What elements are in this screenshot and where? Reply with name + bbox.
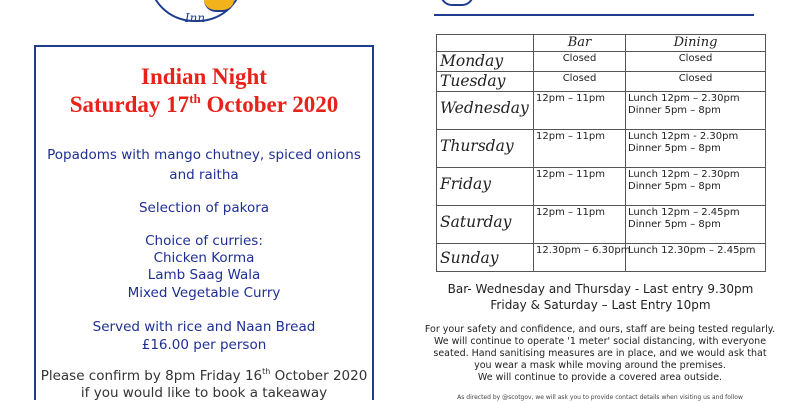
menu-curry-item: Lamb Saag Wala (147, 267, 261, 283)
safety-notice-line: We will continue to operate '1 meter' social distancing, with everyone (433, 336, 767, 347)
menu-price: £16.00 per person (141, 337, 267, 353)
last-entry-weekend: Friday & Saturday – Last Entry 10pm (490, 298, 711, 312)
safety-notice-line: seated. Hand sanitising measures are in place, and we would ask that (433, 348, 767, 359)
divider (34, 45, 374, 47)
dining-hours-cell: Lunch 12pm - 2.30pm Dinner 5pm – 8pm (626, 130, 766, 168)
day-cell: Tuesday (437, 72, 534, 92)
divider (434, 14, 754, 16)
table-row (437, 92, 766, 130)
opening-hours-table (436, 34, 766, 272)
menu-curry-item: Mixed Vegetable Curry (127, 285, 281, 301)
bar-hours-cell: 12pm – 11pm (534, 206, 626, 244)
dining-hours-cell: Lunch 12pm – 2.45pm Dinner 5pm – 8pm (626, 206, 766, 244)
safety-notice-line: For your safety and confidence, and ours, staff are being tested regularly. (424, 324, 776, 335)
table-row (437, 206, 766, 244)
dining-hours-cell: Closed (626, 72, 766, 92)
booking-deadline: Please confirm by 8pm Friday 16th October 2020 (40, 367, 368, 384)
dining-hours-cell: Lunch 12.30pm – 2.45pm (626, 244, 766, 272)
menu-starter: Popadoms with mango chutney, spiced onions (47, 147, 361, 163)
event-date: Saturday 17th October 2020 (69, 91, 339, 117)
column-header (437, 35, 534, 52)
bar-hours-cell: 12.30pm – 6.30pm (534, 244, 626, 272)
day-cell: Monday (437, 52, 534, 72)
dining-hours-cell: Lunch 12pm – 2.30pm Dinner 5pm – 8pm (626, 92, 766, 130)
table-row (437, 72, 766, 92)
bar-hours-cell: Closed (534, 52, 626, 72)
menu-curry-item: Chicken Korma (153, 250, 255, 266)
column-header: Dining (626, 35, 766, 52)
safety-notice-line: you wear a mask while moving around the premises. (474, 360, 726, 371)
day-cell: Wednesday (437, 92, 534, 130)
logo-text: Inn (184, 11, 206, 25)
table-row (437, 168, 766, 206)
menu-pakora: Selection of pakora (138, 200, 270, 216)
frame-border-right (372, 45, 374, 400)
day-cell: Saturday (437, 206, 534, 244)
menu-served-with: Served with rice and Naan Bread (92, 319, 316, 335)
table-row (437, 244, 766, 272)
bar-hours-cell: 12pm – 11pm (534, 168, 626, 206)
booking-takeaway: if you would like to book a takeaway (80, 385, 328, 401)
day-cell: Thursday (437, 130, 534, 168)
flyer-right-page (400, 0, 800, 400)
safety-notice-line: We will continue to provide a covered area outside. (477, 372, 723, 383)
event-title: Indian Night (141, 64, 267, 89)
dining-hours-cell: Closed (626, 52, 766, 72)
table-row (437, 130, 766, 168)
dining-hours-cell: Lunch 12pm – 2.30pm Dinner 5pm – 8pm (626, 168, 766, 206)
day-cell: Friday (437, 168, 534, 206)
bar-hours-cell: 12pm – 11pm (534, 92, 626, 130)
column-header: Bar (534, 35, 626, 52)
menu-starter-cont: and raitha (169, 167, 239, 183)
table-row (437, 52, 766, 72)
last-entry-bar: Bar- Wednesday and Thursday - Last entry 9.30pm (447, 282, 754, 296)
bar-hours-cell: 12pm – 11pm (534, 130, 626, 168)
inn-logo (440, 0, 474, 6)
day-cell: Sunday (437, 244, 534, 272)
table-header-row (437, 35, 766, 52)
flyer-left-page (0, 0, 400, 400)
contact-tracing-footnote: As directed by @scotgov, we will ask you to provide contact details when visiting us and follow (457, 394, 743, 401)
bar-hours-cell: Closed (534, 72, 626, 92)
menu-curries-heading: Choice of curries: (145, 233, 263, 249)
